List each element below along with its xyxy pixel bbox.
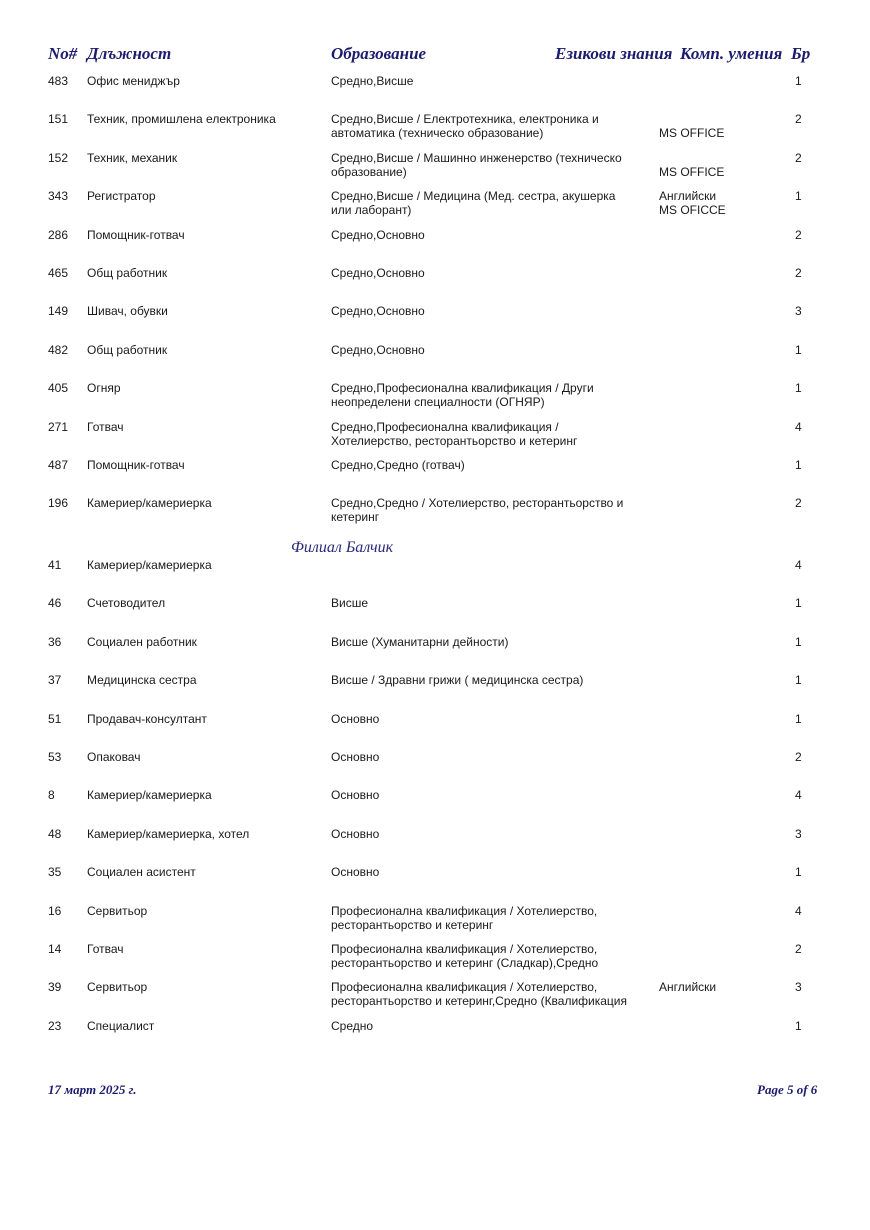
cell-no: 343 bbox=[48, 189, 69, 204]
cell-education: Основно bbox=[331, 788, 380, 803]
cell-no: 405 bbox=[48, 381, 69, 396]
cell-computer-skills: MS OFFICE bbox=[659, 126, 725, 141]
cell-education: Средно,Средно / Хотелиерство, ресторантьорство и кетеринг bbox=[331, 496, 624, 525]
table-row bbox=[0, 228, 870, 266]
cell-count: 1 bbox=[795, 634, 802, 649]
cell-no: 46 bbox=[48, 596, 62, 611]
table-row bbox=[0, 74, 870, 112]
table-row bbox=[0, 343, 870, 381]
cell-position: Камериер/камериерка bbox=[87, 558, 212, 572]
cell-no: 152 bbox=[48, 150, 69, 165]
table-row bbox=[0, 673, 870, 711]
cell-position: Общ работник bbox=[87, 266, 168, 280]
cell-count: 3 bbox=[795, 304, 802, 319]
cell-position: Опаковач bbox=[87, 750, 141, 764]
cell-education: Основно bbox=[331, 711, 380, 726]
cell-count: 1 bbox=[795, 458, 802, 472]
cell-position: Офис мениджър bbox=[87, 74, 180, 88]
cell-no: 487 bbox=[48, 458, 69, 472]
cell-no: 23 bbox=[48, 1018, 62, 1033]
cell-count: 4 bbox=[795, 788, 802, 803]
table-row bbox=[0, 904, 870, 942]
table-row bbox=[0, 420, 870, 458]
table-row bbox=[0, 304, 870, 342]
cell-no: 53 bbox=[48, 750, 62, 764]
cell-no: 39 bbox=[48, 980, 62, 995]
table-row bbox=[0, 980, 870, 1018]
cell-education: Средно,Средно (готвач) bbox=[331, 458, 465, 472]
table-row bbox=[0, 635, 870, 673]
table-row bbox=[0, 189, 870, 227]
cell-count: 1 bbox=[795, 596, 802, 611]
cell-languages: Английски bbox=[659, 980, 717, 995]
table-row bbox=[0, 712, 870, 750]
cell-education: Средно,Основно bbox=[331, 227, 425, 242]
cell-position: Специалист bbox=[87, 1018, 155, 1033]
cell-no: 36 bbox=[48, 634, 62, 649]
table-row bbox=[0, 496, 870, 534]
cell-count: 1 bbox=[795, 342, 802, 357]
cell-count: 2 bbox=[795, 227, 802, 242]
table-row bbox=[0, 558, 870, 596]
cell-count: 2 bbox=[795, 266, 802, 280]
cell-education: Средно,Професионална квалификация / Хотелиерство, ресторантьорство и кетеринг bbox=[331, 419, 578, 448]
cell-position: Техник, промишлена електроника bbox=[87, 112, 276, 127]
cell-languages: Английски bbox=[659, 189, 717, 204]
cell-position: Помощник-готвач bbox=[87, 227, 185, 242]
cell-education: Основно bbox=[331, 865, 380, 880]
cell-count: 1 bbox=[795, 1018, 802, 1033]
cell-education: Средно,Основно bbox=[331, 304, 425, 319]
cell-count: 1 bbox=[795, 189, 802, 204]
cell-position: Техник, механик bbox=[87, 150, 178, 165]
cell-count: 4 bbox=[795, 558, 802, 572]
header-education: Образование bbox=[331, 44, 427, 63]
cell-position: Готвач bbox=[87, 419, 124, 434]
cell-count: 2 bbox=[795, 750, 802, 764]
cell-position: Социален асистент bbox=[87, 865, 196, 880]
cell-count: 1 bbox=[795, 74, 802, 88]
table-row bbox=[0, 112, 870, 150]
cell-count: 1 bbox=[795, 711, 802, 726]
cell-education: Висше bbox=[331, 596, 369, 611]
cell-position: Счетоводител bbox=[87, 596, 166, 611]
cell-education: Основно bbox=[331, 826, 380, 841]
cell-education: Средно bbox=[331, 1018, 374, 1033]
cell-education: Средно,Професионална квалификация / Други неопределени специалности (ОГНЯР) bbox=[331, 381, 594, 410]
cell-no: 149 bbox=[48, 304, 69, 319]
table-row bbox=[0, 458, 870, 496]
table-row bbox=[0, 750, 870, 788]
cell-count: 2 bbox=[795, 942, 802, 956]
cell-education: Средно,Висше / Електротехника, електроника и автоматика (техническо образование) bbox=[331, 112, 599, 141]
footer-date: 17 март 2025 г. bbox=[48, 1082, 137, 1097]
cell-education: Средно,Висше / Машинно инженерство (техническо образование) bbox=[331, 150, 622, 179]
cell-education: Професионална квалификация / Хотелиерство, ресторантьорство и кетеринг bbox=[331, 903, 598, 932]
header-computer-skills: Комп. умения bbox=[680, 44, 783, 63]
cell-position: Сервитьор bbox=[87, 980, 148, 995]
cell-position: Регистратор bbox=[87, 189, 156, 204]
footer-page-number: Page 5 of 6 bbox=[757, 1082, 818, 1097]
cell-position: Камериер/камериерка, хотел bbox=[87, 826, 250, 841]
cell-no: 41 bbox=[48, 558, 62, 572]
cell-education: Средно,Висше bbox=[331, 74, 414, 88]
table-row bbox=[0, 942, 870, 980]
header-no: No# bbox=[48, 44, 78, 63]
cell-count: 3 bbox=[795, 826, 802, 841]
cell-position: Камериер/камериерка bbox=[87, 788, 212, 803]
cell-education: Средно,Висше / Медицина (Мед. сестра, акушерка или лаборант) bbox=[331, 189, 616, 218]
cell-count: 1 bbox=[795, 673, 802, 688]
cell-no: 196 bbox=[48, 496, 69, 511]
cell-education: Средно,Основно bbox=[331, 266, 425, 280]
table-row bbox=[0, 1019, 870, 1057]
cell-no: 37 bbox=[48, 673, 62, 688]
cell-position: Медицинска сестра bbox=[87, 673, 197, 688]
cell-no: 48 bbox=[48, 826, 62, 841]
header-languages: Езикови знания bbox=[555, 44, 673, 63]
table-row bbox=[0, 827, 870, 865]
header-position: Длъжност bbox=[87, 44, 172, 63]
cell-position: Помощник-готвач bbox=[87, 458, 185, 472]
cell-computer-skills: MS OFICCE bbox=[659, 203, 726, 218]
cell-no: 483 bbox=[48, 74, 69, 88]
cell-position: Социален работник bbox=[87, 634, 197, 649]
cell-position: Продавач-консултант bbox=[87, 711, 207, 726]
cell-no: 482 bbox=[48, 342, 69, 357]
table-row bbox=[0, 865, 870, 903]
cell-no: 35 bbox=[48, 865, 62, 880]
cell-position: Камериер/камериерка bbox=[87, 496, 212, 511]
cell-no: 465 bbox=[48, 266, 69, 280]
cell-no: 8 bbox=[48, 788, 55, 803]
cell-no: 286 bbox=[48, 227, 69, 242]
cell-education: Професионална квалификация / Хотелиерство, ресторантьорство и кетеринг (Сладкар),Средно bbox=[331, 942, 599, 970]
cell-count: 2 bbox=[795, 150, 802, 165]
cell-position: Сервитьор bbox=[87, 903, 148, 918]
cell-no: 14 bbox=[48, 942, 62, 956]
cell-education: Основно bbox=[331, 750, 380, 764]
table-row bbox=[0, 596, 870, 634]
cell-count: 1 bbox=[795, 381, 802, 396]
section-title: Филиал Балчик bbox=[291, 539, 394, 556]
cell-position: Общ работник bbox=[87, 342, 168, 357]
table-row bbox=[0, 266, 870, 304]
header-count: Бр bbox=[791, 44, 811, 63]
cell-no: 151 bbox=[48, 112, 69, 127]
cell-count: 2 bbox=[795, 112, 802, 127]
cell-education: Висше / Здравни грижи ( медицинска сестра) bbox=[331, 673, 584, 688]
cell-computer-skills: MS OFFICE bbox=[659, 164, 725, 179]
cell-count: 4 bbox=[795, 903, 802, 918]
cell-education: Професионална квалификация / Хотелиерство, ресторантьорство и кетеринг,Средно (Квалификация bbox=[331, 980, 628, 1009]
cell-position: Готвач bbox=[87, 942, 124, 956]
cell-education: Висше (Хуманитарни дейности) bbox=[331, 634, 509, 649]
cell-education: Средно,Основно bbox=[331, 342, 425, 357]
cell-count: 4 bbox=[795, 419, 802, 434]
cell-count: 3 bbox=[795, 980, 802, 995]
cell-position: Шивач, обувки bbox=[87, 304, 168, 319]
cell-count: 2 bbox=[795, 496, 802, 511]
cell-no: 271 bbox=[48, 419, 69, 434]
table-row bbox=[0, 151, 870, 189]
cell-no: 51 bbox=[48, 711, 62, 726]
cell-position: Огняр bbox=[87, 381, 121, 396]
table-row bbox=[0, 381, 870, 419]
table-row bbox=[0, 788, 870, 826]
cell-no: 16 bbox=[48, 903, 62, 918]
cell-count: 1 bbox=[795, 865, 802, 880]
